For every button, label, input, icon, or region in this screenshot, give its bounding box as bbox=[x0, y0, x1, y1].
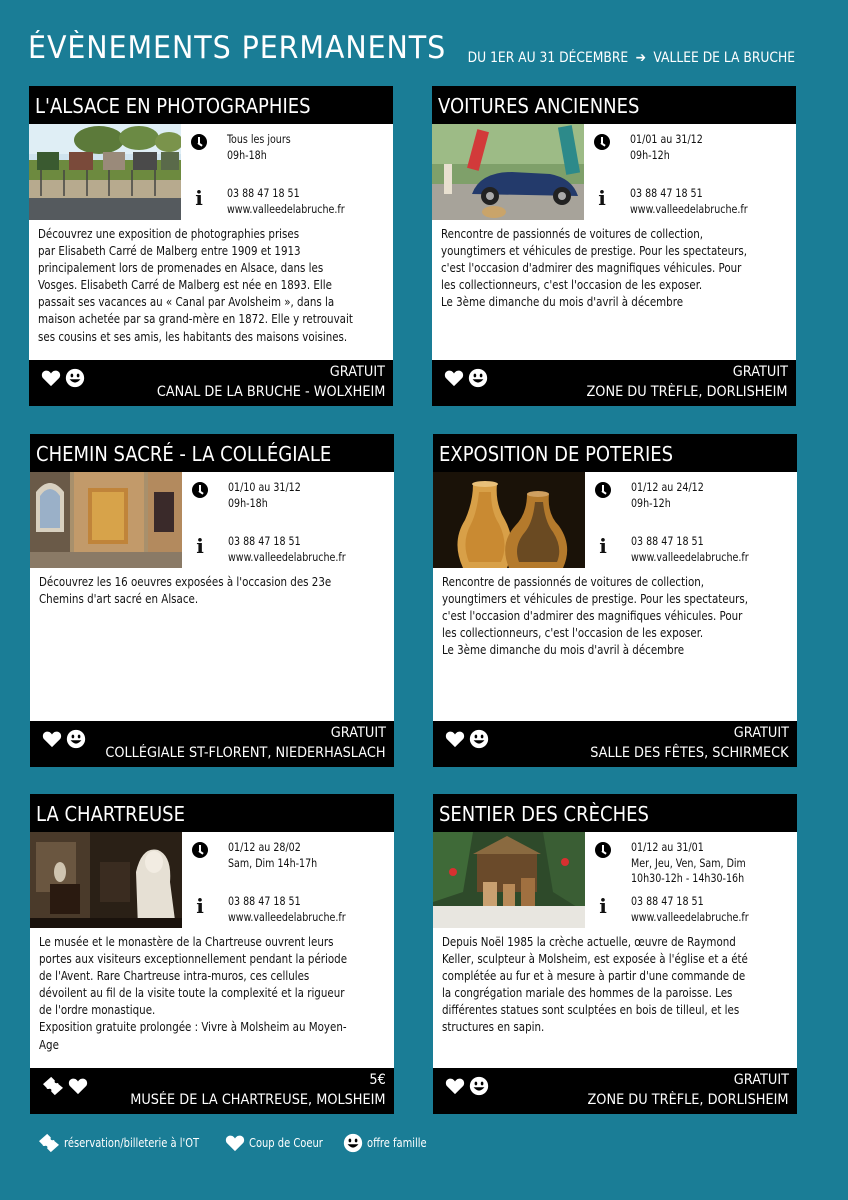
info-icon: i bbox=[599, 534, 607, 558]
card-title: SENTIER DES CRÈCHES bbox=[433, 794, 797, 832]
event-hours: Sam, Dim 14h-17h bbox=[228, 855, 318, 870]
page-title: ÉVÈNEMENTS PERMANENTS bbox=[28, 30, 447, 66]
event-card bbox=[29, 86, 393, 406]
event-photo bbox=[30, 472, 182, 568]
card-title: CHEMIN SACRÉ - LA COLLÉGIALE bbox=[30, 434, 394, 472]
event-card bbox=[432, 86, 796, 406]
legend-label: Coup de Coeur bbox=[248, 1136, 323, 1150]
event-dates: 01/12 au 24/12 bbox=[631, 480, 704, 494]
legend-label: réservation/billeterie à l'OT bbox=[64, 1136, 200, 1150]
event-place: MUSÉE DE LA CHARTREUSE, MOLSHEIM bbox=[130, 1092, 386, 1108]
event-phone: 03 88 47 18 51 bbox=[631, 894, 704, 908]
event-photo bbox=[29, 124, 181, 220]
event-website[interactable]: www.valleedelabruche.fr bbox=[631, 909, 749, 924]
event-dates: 01/12 au 28/02 bbox=[228, 840, 301, 854]
page-subtitle bbox=[468, 50, 795, 66]
event-phone: 03 88 47 18 51 bbox=[227, 186, 300, 200]
legend-item-reservation bbox=[38, 1133, 211, 1153]
card-footer bbox=[432, 360, 796, 406]
arrow-right-icon: ➔ bbox=[635, 50, 646, 66]
event-website[interactable]: www.valleedelabruche.fr bbox=[228, 909, 346, 924]
event-hours: 09h-18h bbox=[228, 495, 268, 510]
card-footer bbox=[30, 1068, 394, 1114]
event-place: SALLE DES FÊTES, SCHIRMECK bbox=[590, 745, 789, 761]
event-description: Depuis Noël 1985 la crèche actuelle, œuvre de Raymond Keller, sculpteur à Molsheim, est exposée à l'église et a été complétée au fur et à mesure à partir d'une commande de la congrégation mariale des hommes de la paroisse. Les différentes statues sont sculptées en bois de tilleul, et les structures en sapin. bbox=[442, 935, 748, 1035]
event-price: GRATUIT bbox=[733, 725, 789, 741]
event-card bbox=[433, 794, 797, 1114]
smiley-icon bbox=[468, 368, 488, 388]
event-hours: 09h-18h bbox=[227, 147, 267, 162]
event-hours: 10h30-12h - 14h30-16h bbox=[631, 871, 745, 885]
event-photo bbox=[30, 832, 182, 928]
heart-icon bbox=[225, 1134, 245, 1152]
card-title: EXPOSITION DE POTERIES bbox=[433, 434, 797, 472]
event-card bbox=[433, 434, 797, 767]
info-icon: i bbox=[598, 186, 606, 210]
clock-icon bbox=[192, 482, 208, 498]
heart-icon bbox=[444, 369, 464, 387]
info-icon: i bbox=[195, 186, 203, 210]
event-place: ZONE DU TRÈFLE, DORLISHEIM bbox=[586, 384, 788, 400]
event-dates: 01/12 au 31/01 bbox=[631, 840, 704, 854]
subtitle-place: VALLEE DE LA BRUCHE bbox=[653, 50, 795, 66]
ticket-icon bbox=[38, 1133, 60, 1153]
info-icon: i bbox=[599, 894, 607, 918]
card-title: VOITURES ANCIENNES bbox=[432, 86, 796, 124]
info-icon: i bbox=[196, 894, 204, 918]
event-website[interactable]: www.valleedelabruche.fr bbox=[227, 201, 345, 216]
event-website[interactable]: www.valleedelabruche.fr bbox=[631, 549, 749, 564]
smiley-icon bbox=[343, 1133, 363, 1153]
smiley-icon bbox=[469, 1076, 489, 1096]
legend bbox=[38, 1133, 446, 1153]
clock-icon bbox=[595, 482, 611, 498]
event-website[interactable]: www.valleedelabruche.fr bbox=[228, 549, 346, 564]
card-footer bbox=[29, 360, 393, 406]
event-price: GRATUIT bbox=[732, 364, 788, 380]
event-dates: 01/10 au 31/12 bbox=[228, 480, 301, 494]
legend-item-coup-de-coeur bbox=[225, 1134, 329, 1152]
event-description: Rencontre de passionnés de voitures de collection, youngtimers et véhicules de prestige. Pour les spectateurs, c'est l'occasion d'admirer des magnifiques véhicules. Pour les collectionneurs, c'est l'occasion de les exposer. Le 3ème dimanche du mois d'avril à décembre bbox=[442, 575, 748, 658]
event-phone: 03 88 47 18 51 bbox=[228, 534, 301, 548]
event-hours: 09h-12h bbox=[630, 147, 670, 162]
event-place: COLLÉGIALE ST-FLORENT, NIEDERHASLACH bbox=[105, 745, 386, 761]
legend-item-offre-famille bbox=[343, 1133, 432, 1153]
clock-icon bbox=[594, 134, 610, 150]
heart-icon bbox=[41, 369, 61, 387]
event-description: Rencontre de passionnés de voitures de collection, youngtimers et véhicules de prestige. Pour les spectateurs, c'est l'occasion d'admirer des magnifiques véhicules. Pour les collectionneurs, c'est l'occasion de les exposer. Le 3ème dimanche du mois d'avril à décembre bbox=[441, 227, 747, 310]
event-card bbox=[30, 434, 394, 767]
event-website[interactable]: www.valleedelabruche.fr bbox=[630, 201, 748, 216]
event-phone: 03 88 47 18 51 bbox=[631, 534, 704, 548]
info-icon: i bbox=[196, 534, 204, 558]
subtitle-dates: DU 1ER AU 31 DÉCEMBRE bbox=[467, 50, 629, 66]
event-photo bbox=[432, 124, 584, 220]
card-title: L'ALSACE EN PHOTOGRAPHIES bbox=[29, 86, 393, 124]
clock-icon bbox=[191, 134, 207, 150]
smiley-icon bbox=[469, 729, 489, 749]
event-place: ZONE DU TRÈFLE, DORLISHEIM bbox=[587, 1092, 789, 1108]
event-dates: Tous les jours bbox=[227, 132, 291, 146]
ticket-icon bbox=[42, 1076, 64, 1096]
clock-icon bbox=[192, 842, 208, 858]
event-card bbox=[30, 794, 394, 1114]
card-title: LA CHARTREUSE bbox=[30, 794, 394, 832]
event-price: 5€ bbox=[369, 1072, 386, 1088]
smiley-icon bbox=[65, 368, 85, 388]
card-footer bbox=[433, 1068, 797, 1114]
event-price: GRATUIT bbox=[733, 1072, 789, 1088]
event-photo bbox=[433, 832, 585, 928]
event-description: Découvrez les 16 oeuvres exposées à l'occasion des 23e Chemins d'art sacré en Alsace. bbox=[39, 575, 332, 607]
event-place: CANAL DE LA BRUCHE - WOLXHEIM bbox=[156, 384, 385, 400]
heart-icon bbox=[68, 1077, 88, 1095]
heart-icon bbox=[445, 730, 465, 748]
event-description: Découvrez une exposition de photographies prises par Elisabeth Carré de Malberg entre 1909 et 1913 principalement lors de promenades en Alsace, dans les Vosges. Elisabeth Carré de Malberg est née en 1893. Elle passait ses vacances au « Canal par Avolsheim », dans la maison achetée par sa grand-mère en 1872. Elle y retrouvait ses cousins et ses amis, les habitants des maisons voisines. bbox=[38, 227, 353, 344]
card-footer bbox=[30, 721, 394, 767]
event-price: GRATUIT bbox=[330, 725, 386, 741]
event-dates: 01/01 au 31/12 bbox=[630, 132, 703, 146]
heart-icon bbox=[42, 730, 62, 748]
event-phone: 03 88 47 18 51 bbox=[228, 894, 301, 908]
event-days: Mer, Jeu, Ven, Sam, Dim bbox=[631, 855, 746, 870]
event-phone: 03 88 47 18 51 bbox=[630, 186, 703, 200]
legend-label: offre famille bbox=[367, 1136, 427, 1150]
event-price: GRATUIT bbox=[329, 364, 385, 380]
heart-icon bbox=[445, 1077, 465, 1095]
card-footer bbox=[433, 721, 797, 767]
event-photo bbox=[433, 472, 585, 568]
event-description: Le musée et le monastère de la Chartreuse ouvrent leurs portes aux visiteurs exceptionnellement pendant la période de l'Avent. Rare Chartreuse intra-muros, ces cellules dévoilent au fil de la visite toute la complexité et la rigueur de l'ordre monastique. Exposition gratuite prolongée : Vivre à Molsheim au Moyen- Age bbox=[39, 935, 348, 1052]
clock-icon bbox=[595, 842, 611, 858]
event-hours: 09h-12h bbox=[631, 495, 671, 510]
